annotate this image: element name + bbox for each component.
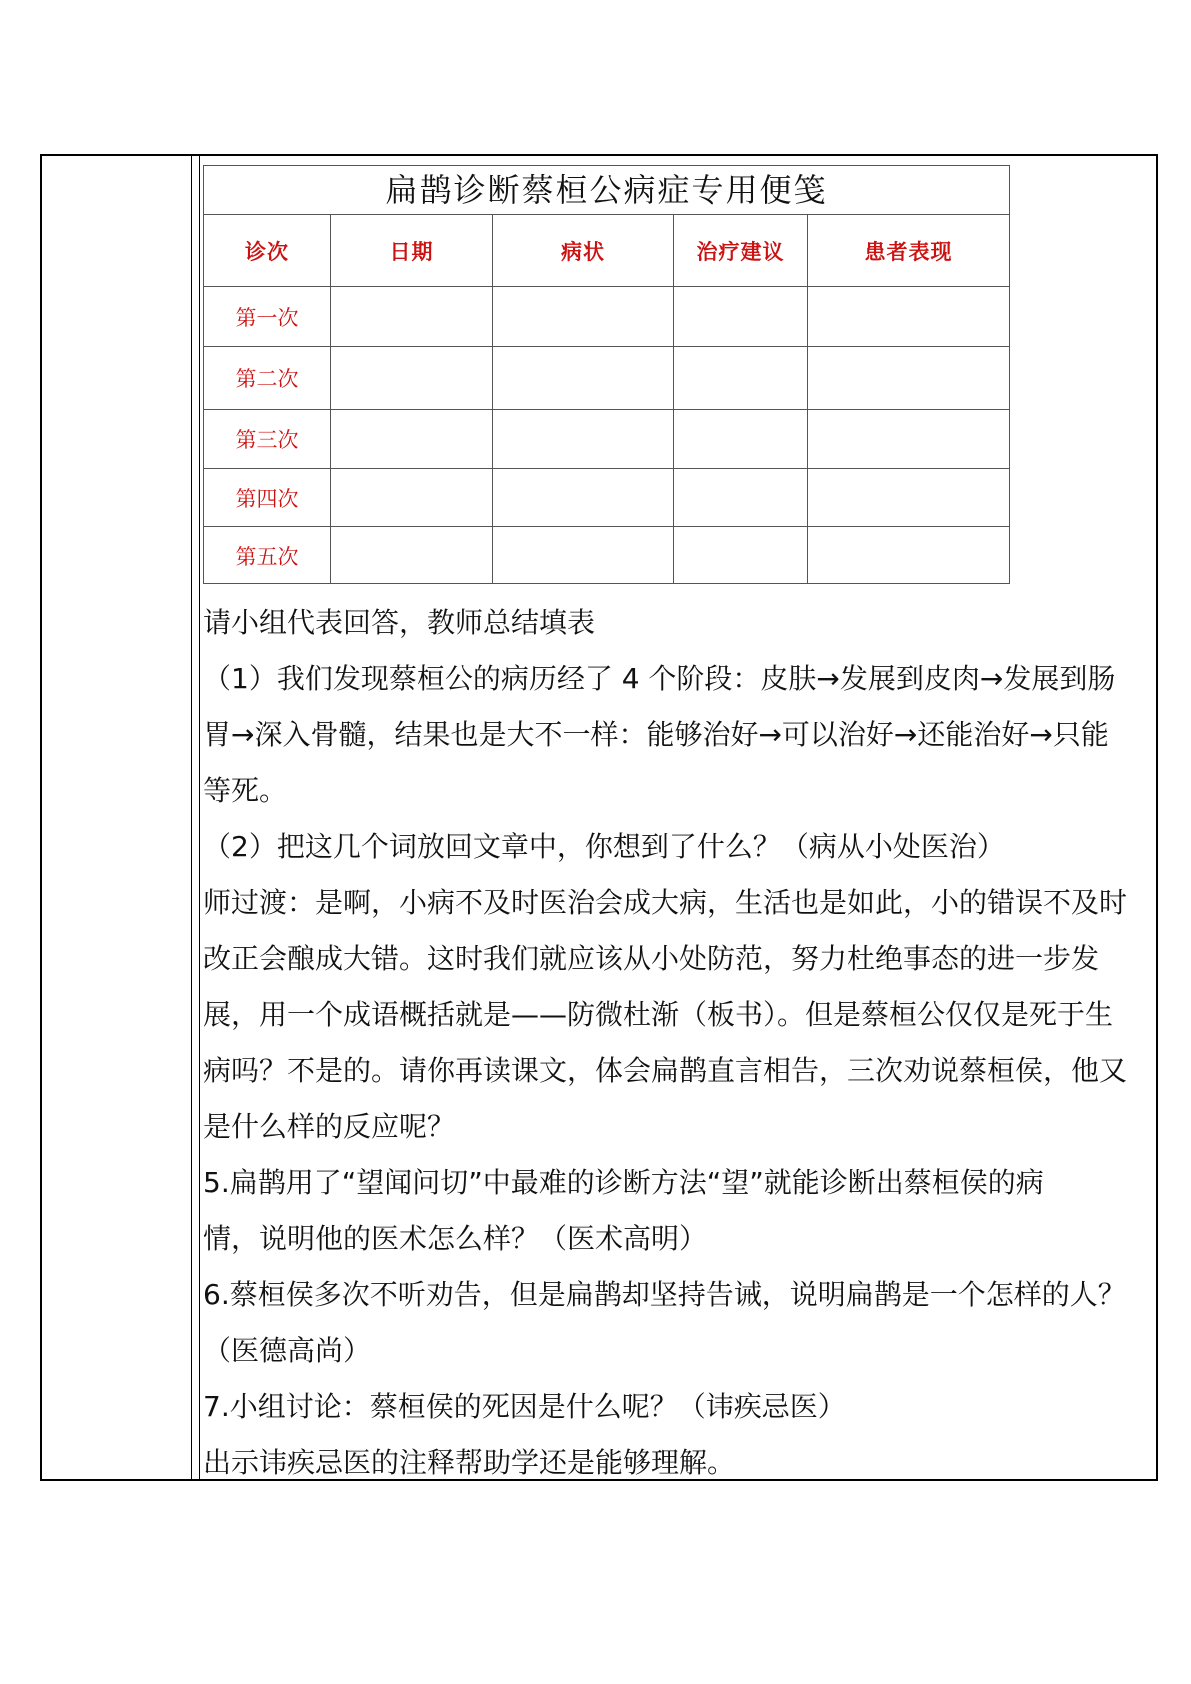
header-date: 日期 [331,215,493,287]
divider-column [192,156,200,1479]
blank-cell [808,527,1009,584]
text-line: 胃→深入骨髓，结果也是大不一样：能够治好→可以治好→还能治好→只能 [203,718,1109,751]
blank-cell [674,527,808,584]
header-symptom: 病状 [493,215,674,287]
text-line: 5.扁鹊用了“望闻问切”中最难的诊断方法“望”就能诊断出蔡桓侯的病 [203,1166,1044,1199]
header-visit: 诊次 [204,215,331,287]
text-line: 情，说明他的医术怎么样？（医术高明） [203,1222,708,1255]
row-label: 第四次 [204,469,331,527]
blank-cell [493,527,674,584]
blank-cell [674,287,808,347]
blank-cell [493,287,674,347]
blank-cell [493,410,674,469]
blank-cell [331,469,493,527]
text-line: 是什么样的反应呢？ [203,1110,456,1143]
blank-cell [808,287,1009,347]
blank-cell [674,469,808,527]
blank-cell [674,410,808,469]
blank-cell [808,469,1009,527]
left-column [42,156,192,1479]
blank-cell [493,347,674,410]
header-advice: 治疗建议 [674,215,808,287]
text-line: 展，用一个成语概括就是——防微杜渐（板书）。但是蔡桓公仅仅是死于生 [203,998,1114,1031]
row-label: 第五次 [204,527,331,584]
blank-cell [331,410,493,469]
text-line: （医德高尚） [203,1334,372,1367]
text-line: 出示讳疾忌医的注释帮助学还是能够理解。 [203,1446,736,1479]
text-line: （1）我们发现蔡桓公的病历经了 4 个阶段：皮肤→发展到皮肉→发展到肠 [203,662,1116,695]
text-line: 等死。 [203,774,288,807]
blank-cell [808,347,1009,410]
text-line: 6.蔡桓侯多次不听劝告，但是扁鹊却坚持告诫，说明扁鹊是一个怎样的人？ [203,1278,1126,1311]
row-label: 第一次 [204,287,331,347]
blank-cell [674,347,808,410]
text-line: 师过渡：是啊，小病不及时医治会成大病，生活也是如此，小的错误不及时 [203,886,1128,919]
blank-cell [331,347,493,410]
text-line: 请小组代表回答，教师总结填表 [203,606,596,639]
blank-cell [331,527,493,584]
note-title: 扁鹊诊断蔡桓公病症专用便笺 [204,166,1009,215]
text-line: 7.小组讨论：蔡桓侯的死因是什么呢？（讳疾忌医） [203,1390,846,1423]
diagnosis-note-table [203,165,1010,584]
blank-cell [493,469,674,527]
blank-cell [808,410,1009,469]
text-line: 病吗？不是的。请你再读课文，体会扁鹊直言相告，三次劝说蔡桓侯，他又 [203,1054,1128,1087]
blank-cell [331,287,493,347]
note-grid [204,215,1009,584]
text-line: 改正会酿成大错。这时我们就应该从小处防范，努力杜绝事态的进一步发 [203,942,1100,975]
header-patient: 患者表现 [808,215,1009,287]
row-label: 第二次 [204,347,331,410]
text-line: （2）把这几个词放回文章中，你想到了什么？（病从小处医治） [203,830,1005,863]
row-label: 第三次 [204,410,331,469]
